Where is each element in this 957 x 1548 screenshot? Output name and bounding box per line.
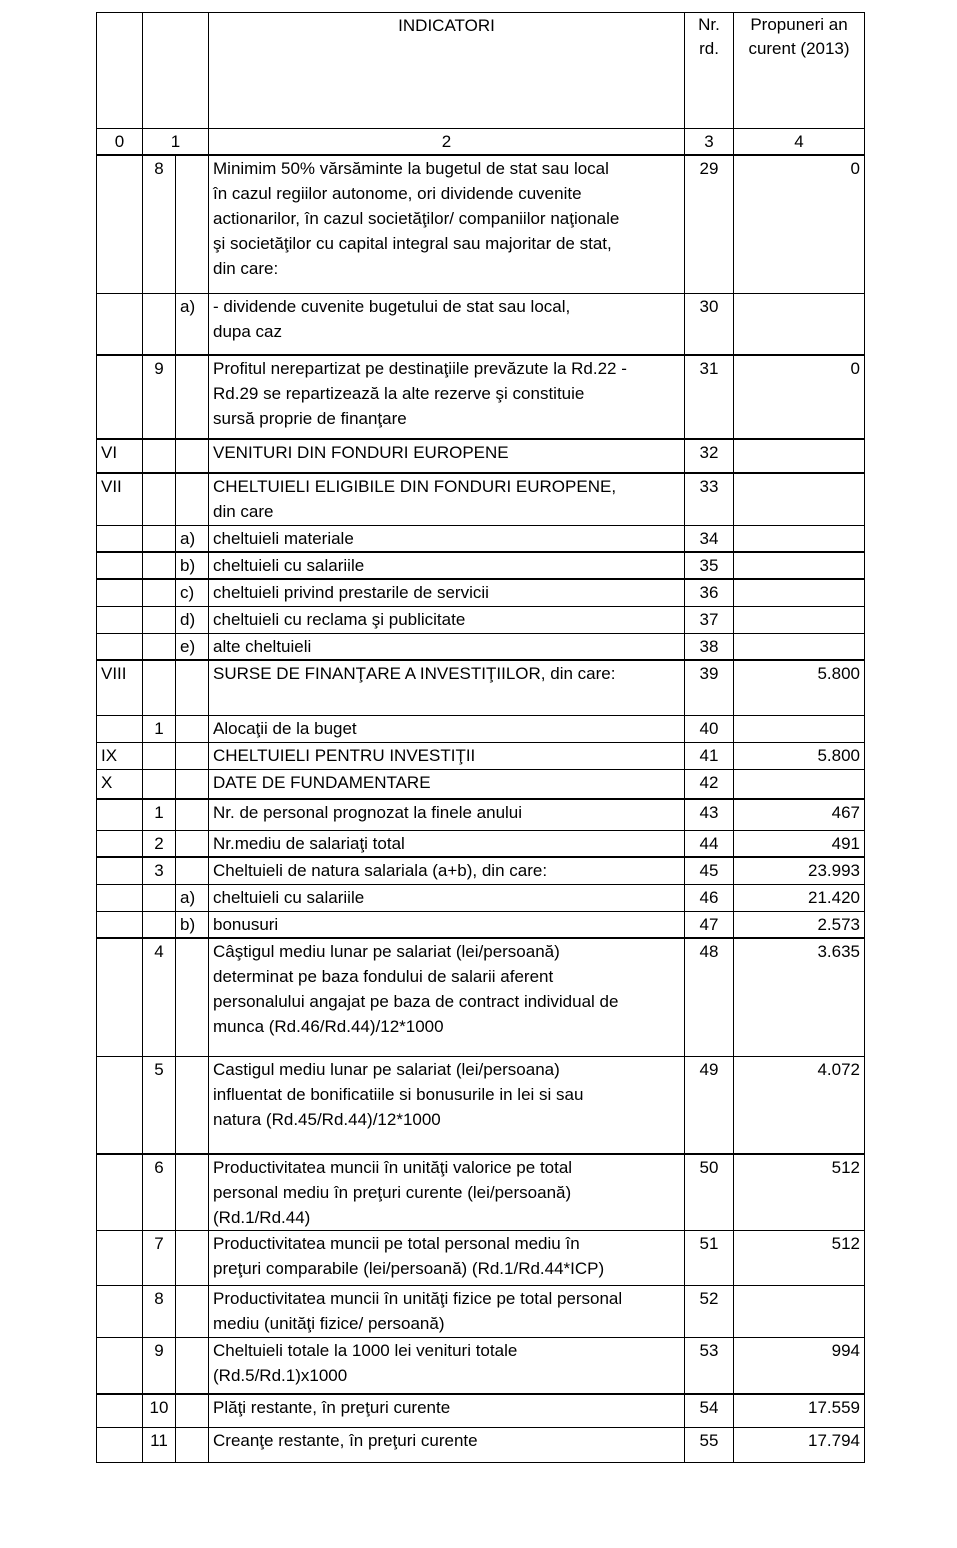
row-roman xyxy=(97,884,143,911)
column-number: 3 xyxy=(685,129,734,156)
row-subletter: b) xyxy=(176,911,209,938)
row-nr-rd: 41 xyxy=(685,742,734,769)
table-row xyxy=(97,660,865,715)
row-indicator-text: cheltuieli cu salariile xyxy=(209,884,685,911)
row-number xyxy=(143,552,176,579)
row-roman xyxy=(97,715,143,742)
row-roman xyxy=(97,293,143,355)
row-number: 8 xyxy=(143,1286,176,1338)
row-nr-rd: 49 xyxy=(685,1056,734,1154)
table-row xyxy=(97,715,865,742)
row-value: 994 xyxy=(734,1338,865,1394)
row-value: 0 xyxy=(734,355,865,439)
row-value: 2.573 xyxy=(734,911,865,938)
row-subletter: a) xyxy=(176,525,209,552)
row-roman xyxy=(97,155,143,293)
row-value: 467 xyxy=(734,799,865,830)
row-indicator-text: SURSE DE FINANŢARE A INVESTIŢIILOR, din care: xyxy=(209,660,685,715)
row-indicator-text: Minimim 50% vărsăminte la bugetul de stat sau local în cazul regiilor autonome, ori dividende cuvenite actionarilor, în cazul societăţilor/ companiilor naţionale şi societăţilor cu capital integral sau majoritar de stat, din care: xyxy=(209,155,685,293)
row-subletter xyxy=(176,715,209,742)
row-indicator-text: Cheltuieli totale la 1000 lei venituri totale (Rd.5/Rd.1)x1000 xyxy=(209,1338,685,1394)
row-value: 512 xyxy=(734,1154,865,1231)
row-number: 6 xyxy=(143,1154,176,1231)
row-value: 491 xyxy=(734,830,865,857)
row-indicator-text: Cheltuieli de natura salariala (a+b), din care: xyxy=(209,857,685,884)
row-indicator-text: Productivitatea muncii în unităţi valorice pe total personal mediu în preţuri curente (lei/persoană) (Rd.1/Rd.44) xyxy=(209,1154,685,1231)
row-subletter xyxy=(176,660,209,715)
row-roman xyxy=(97,552,143,579)
row-subletter xyxy=(176,155,209,293)
row-indicator-text: cheltuieli materiale xyxy=(209,525,685,552)
row-subletter: a) xyxy=(176,884,209,911)
row-number: 9 xyxy=(143,1338,176,1394)
table-row xyxy=(97,552,865,579)
row-nr-rd: 47 xyxy=(685,911,734,938)
row-number: 2 xyxy=(143,830,176,857)
row-subletter: e) xyxy=(176,633,209,660)
row-value: 0 xyxy=(734,155,865,293)
column-number: 1 xyxy=(143,129,209,156)
row-nr-rd: 33 xyxy=(685,473,734,525)
table-row xyxy=(97,525,865,552)
row-value: 512 xyxy=(734,1231,865,1286)
row-indicator-text: Nr. de personal prognozat la finele anului xyxy=(209,799,685,830)
table-row xyxy=(97,1154,865,1231)
header-nr-rd: Nr. rd. xyxy=(685,13,734,129)
row-nr-rd: 46 xyxy=(685,884,734,911)
row-value xyxy=(734,579,865,606)
row-nr-rd: 31 xyxy=(685,355,734,439)
row-roman xyxy=(97,938,143,1056)
row-indicator-text: cheltuieli cu salariile xyxy=(209,552,685,579)
row-indicator-text: cheltuieli privind prestarile de servicii xyxy=(209,579,685,606)
column-number: 4 xyxy=(734,129,865,156)
row-value xyxy=(734,606,865,633)
row-subletter xyxy=(176,938,209,1056)
row-indicator-text: Profitul nerepartizat pe destinaţiile prevăzute la Rd.22 - Rd.29 se repartizează la alte rezerve şi constituie sursă proprie de finanţare xyxy=(209,355,685,439)
header-row xyxy=(97,13,865,129)
row-number: 5 xyxy=(143,1056,176,1154)
row-nr-rd: 38 xyxy=(685,633,734,660)
row-number: 11 xyxy=(143,1428,176,1463)
row-indicator-text: Alocaţii de la buget xyxy=(209,715,685,742)
table-row xyxy=(97,1056,865,1154)
row-roman xyxy=(97,1154,143,1231)
row-nr-rd: 52 xyxy=(685,1286,734,1338)
row-number xyxy=(143,579,176,606)
table-row xyxy=(97,884,865,911)
table-row xyxy=(97,355,865,439)
row-nr-rd: 55 xyxy=(685,1428,734,1463)
row-indicator-text: Productivitatea muncii pe total personal mediu în preţuri comparabile (lei/persoană) (Rd.1/Rd.44*ICP) xyxy=(209,1231,685,1286)
table-row xyxy=(97,911,865,938)
row-roman: X xyxy=(97,769,143,799)
table-row xyxy=(97,1394,865,1428)
row-nr-rd: 34 xyxy=(685,525,734,552)
row-roman xyxy=(97,355,143,439)
row-roman xyxy=(97,857,143,884)
row-roman xyxy=(97,830,143,857)
row-value: 17.559 xyxy=(734,1394,865,1428)
row-roman xyxy=(97,1231,143,1286)
row-nr-rd: 53 xyxy=(685,1338,734,1394)
row-subletter xyxy=(176,830,209,857)
row-subletter xyxy=(176,1428,209,1463)
row-value xyxy=(734,1286,865,1338)
row-value xyxy=(734,769,865,799)
row-indicator-text: Plăţi restante, în preţuri curente xyxy=(209,1394,685,1428)
row-subletter xyxy=(176,769,209,799)
row-nr-rd: 54 xyxy=(685,1394,734,1428)
row-indicator-text: CHELTUIELI ELIGIBILE DIN FONDURI EUROPENE, din care xyxy=(209,473,685,525)
table-row xyxy=(97,1428,865,1463)
row-value xyxy=(734,473,865,525)
row-indicator-text: bonusuri xyxy=(209,911,685,938)
row-roman: VII xyxy=(97,473,143,525)
row-subletter xyxy=(176,473,209,525)
table-row xyxy=(97,579,865,606)
row-subletter: c) xyxy=(176,579,209,606)
row-number: 10 xyxy=(143,1394,176,1428)
row-subletter xyxy=(176,857,209,884)
table-row xyxy=(97,857,865,884)
row-subletter xyxy=(176,1056,209,1154)
row-nr-rd: 42 xyxy=(685,769,734,799)
header-cell-roman xyxy=(97,13,143,129)
row-value: 17.794 xyxy=(734,1428,865,1463)
row-subletter xyxy=(176,1286,209,1338)
row-number: 9 xyxy=(143,355,176,439)
indicators-table xyxy=(96,12,865,1463)
row-indicator-text: - dividende cuvenite bugetului de stat sau local, dupa caz xyxy=(209,293,685,355)
row-number: 4 xyxy=(143,938,176,1056)
row-subletter xyxy=(176,439,209,473)
table-row xyxy=(97,1338,865,1394)
row-roman xyxy=(97,1394,143,1428)
row-value xyxy=(734,525,865,552)
row-nr-rd: 45 xyxy=(685,857,734,884)
table-row xyxy=(97,742,865,769)
row-indicator-text: alte cheltuieli xyxy=(209,633,685,660)
row-number: 7 xyxy=(143,1231,176,1286)
row-subletter xyxy=(176,1394,209,1428)
row-nr-rd: 43 xyxy=(685,799,734,830)
column-number: 2 xyxy=(209,129,685,156)
row-number xyxy=(143,525,176,552)
row-value xyxy=(734,633,865,660)
row-number xyxy=(143,473,176,525)
table-row xyxy=(97,1231,865,1286)
header-cell-num xyxy=(143,13,209,129)
row-number: 1 xyxy=(143,799,176,830)
row-roman xyxy=(97,525,143,552)
table-row xyxy=(97,606,865,633)
row-subletter xyxy=(176,1231,209,1286)
row-nr-rd: 32 xyxy=(685,439,734,473)
row-roman: VIII xyxy=(97,660,143,715)
table-row xyxy=(97,938,865,1056)
header-indicatori: INDICATORI xyxy=(209,13,685,129)
table-row xyxy=(97,439,865,473)
row-roman xyxy=(97,1338,143,1394)
column-number-row xyxy=(97,129,865,156)
row-number xyxy=(143,911,176,938)
table-row xyxy=(97,633,865,660)
row-subletter xyxy=(176,742,209,769)
row-subletter xyxy=(176,355,209,439)
table-row xyxy=(97,293,865,355)
row-roman: IX xyxy=(97,742,143,769)
row-number: 3 xyxy=(143,857,176,884)
row-nr-rd: 44 xyxy=(685,830,734,857)
row-roman xyxy=(97,1286,143,1338)
row-roman: VI xyxy=(97,439,143,473)
row-nr-rd: 50 xyxy=(685,1154,734,1231)
row-nr-rd: 30 xyxy=(685,293,734,355)
row-roman xyxy=(97,1428,143,1463)
row-roman xyxy=(97,799,143,830)
row-indicator-text: cheltuieli cu reclama şi publicitate xyxy=(209,606,685,633)
row-value xyxy=(734,715,865,742)
row-indicator-text: CHELTUIELI PENTRU INVESTIŢII xyxy=(209,742,685,769)
row-number xyxy=(143,884,176,911)
row-roman xyxy=(97,911,143,938)
row-indicator-text: Productivitatea muncii în unităţi fizice pe total personal mediu (unităţi fizice/ persoană) xyxy=(209,1286,685,1338)
row-subletter xyxy=(176,1154,209,1231)
row-indicator-text: DATE DE FUNDAMENTARE xyxy=(209,769,685,799)
row-number xyxy=(143,769,176,799)
row-nr-rd: 36 xyxy=(685,579,734,606)
row-value: 23.993 xyxy=(734,857,865,884)
row-indicator-text: Câştigul mediu lunar pe salariat (lei/persoană) determinat pe baza fondului de salarii aferent personalului angajat pe baza de contract individual de munca (Rd.46/Rd.44)/12*1000 xyxy=(209,938,685,1056)
row-nr-rd: 35 xyxy=(685,552,734,579)
row-indicator-text: Castigul mediu lunar pe salariat (lei/persoana) influentat de bonificatiile si bonusurile in lei si sau natura (Rd.45/Rd.44)/12*1000 xyxy=(209,1056,685,1154)
table-row xyxy=(97,769,865,799)
row-value xyxy=(734,552,865,579)
row-number xyxy=(143,439,176,473)
column-number: 0 xyxy=(97,129,143,156)
row-number xyxy=(143,633,176,660)
row-value xyxy=(734,293,865,355)
row-roman xyxy=(97,633,143,660)
row-value: 4.072 xyxy=(734,1056,865,1154)
table-row xyxy=(97,1286,865,1338)
row-value: 21.420 xyxy=(734,884,865,911)
row-number xyxy=(143,742,176,769)
row-value: 5.800 xyxy=(734,660,865,715)
row-nr-rd: 39 xyxy=(685,660,734,715)
table-row xyxy=(97,155,865,293)
row-subletter xyxy=(176,1338,209,1394)
table-row xyxy=(97,830,865,857)
row-roman xyxy=(97,579,143,606)
row-value xyxy=(734,439,865,473)
row-number: 8 xyxy=(143,155,176,293)
row-subletter: b) xyxy=(176,552,209,579)
table-row xyxy=(97,473,865,525)
row-roman xyxy=(97,1056,143,1154)
row-roman xyxy=(97,606,143,633)
row-subletter: d) xyxy=(176,606,209,633)
row-number xyxy=(143,293,176,355)
row-subletter xyxy=(176,799,209,830)
row-indicator-text: VENITURI DIN FONDURI EUROPENE xyxy=(209,439,685,473)
table-row xyxy=(97,799,865,830)
row-value: 3.635 xyxy=(734,938,865,1056)
row-number xyxy=(143,606,176,633)
row-number xyxy=(143,660,176,715)
row-indicator-text: Creanţe restante, în preţuri curente xyxy=(209,1428,685,1463)
row-indicator-text: Nr.mediu de salariaţi total xyxy=(209,830,685,857)
row-subletter: a) xyxy=(176,293,209,355)
row-nr-rd: 40 xyxy=(685,715,734,742)
row-nr-rd: 48 xyxy=(685,938,734,1056)
header-propuneri: Propuneri an curent (2013) xyxy=(734,13,865,129)
row-value: 5.800 xyxy=(734,742,865,769)
row-nr-rd: 51 xyxy=(685,1231,734,1286)
row-nr-rd: 37 xyxy=(685,606,734,633)
row-nr-rd: 29 xyxy=(685,155,734,293)
row-number: 1 xyxy=(143,715,176,742)
